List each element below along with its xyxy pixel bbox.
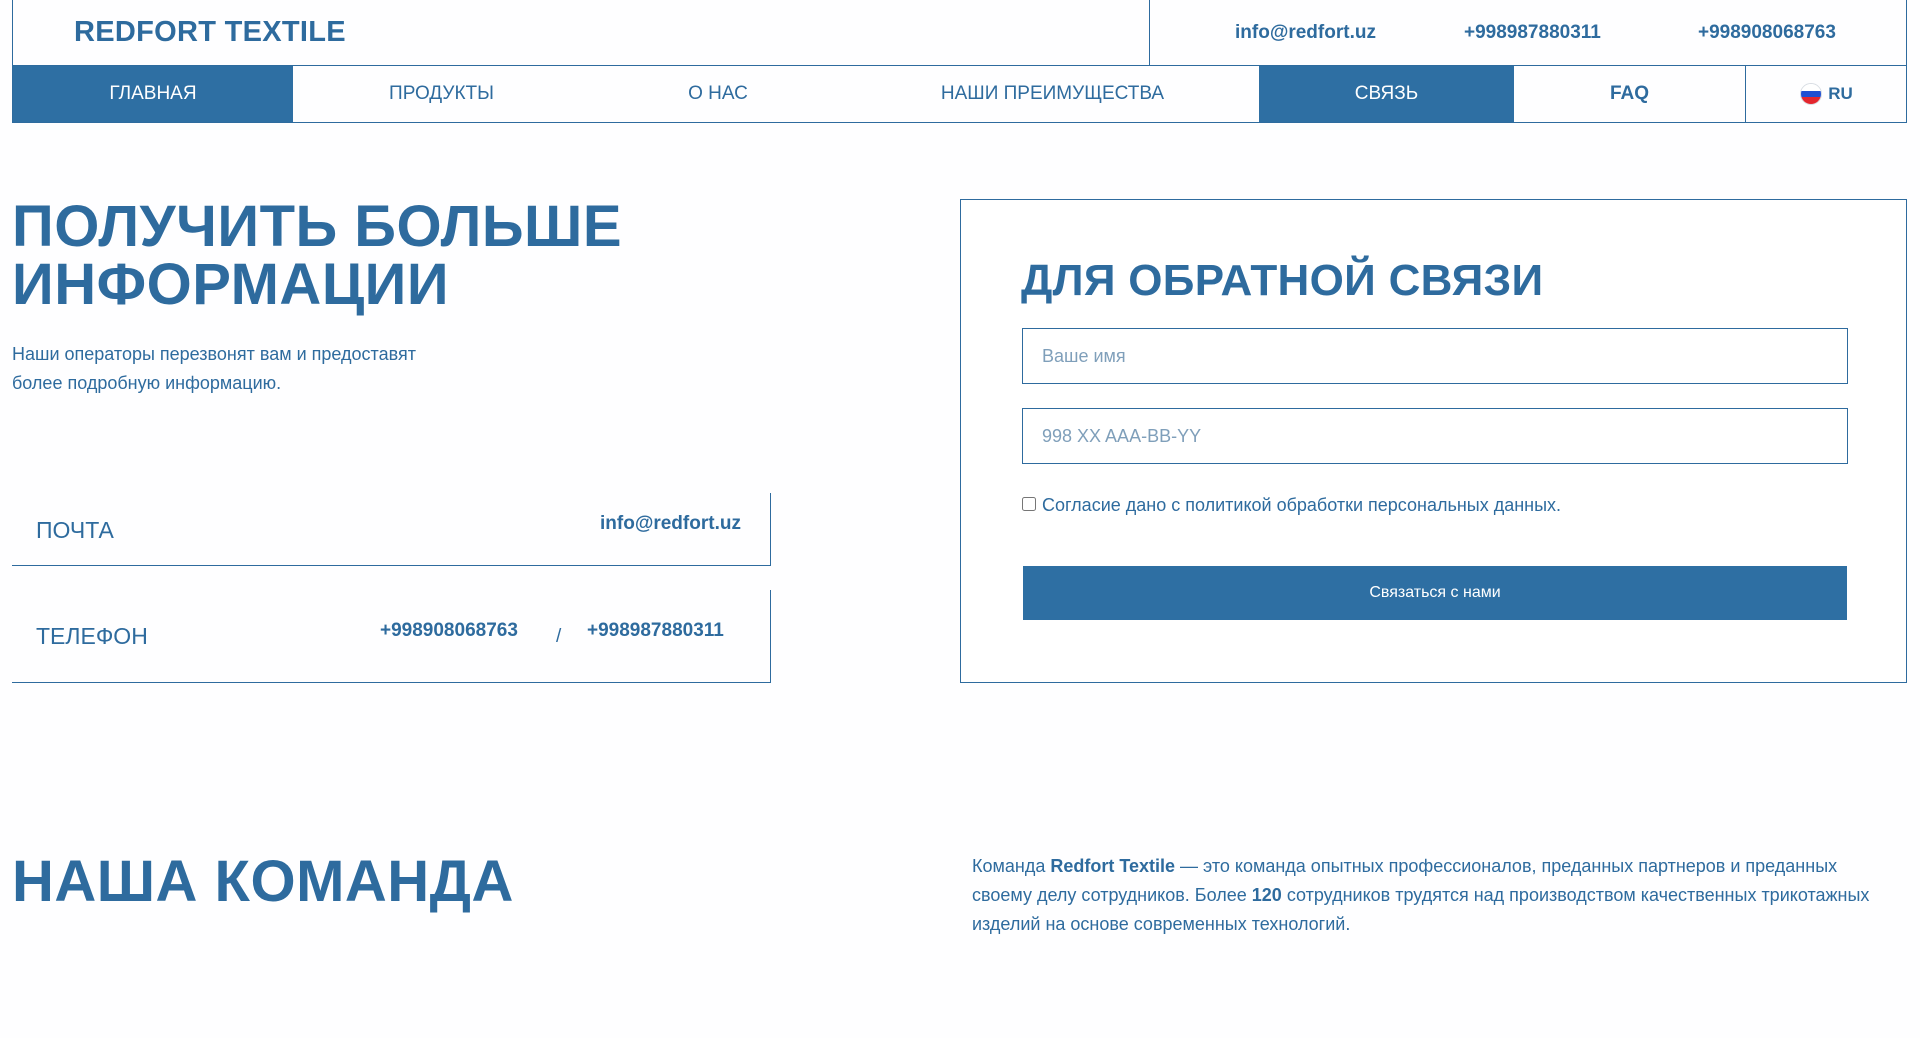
nav-item-contact[interactable]: СВЯЗЬ (1259, 66, 1514, 122)
header-phone-link-1[interactable]: +998987880311 (1464, 22, 1601, 43)
team-text-part-2: — это команда опытных профессионалов, преданных партнеров и преданных своему делу сотрудников. Более (972, 856, 1838, 905)
language-label: RU (1828, 84, 1853, 103)
info-subtitle-line-2: более подробную информацию. (12, 373, 282, 393)
submit-button[interactable]: Связаться с нами (1023, 566, 1847, 620)
top-header (12, 0, 1907, 66)
mail-row (12, 493, 771, 566)
team-title: НАША КОМАНДА (12, 849, 514, 914)
phone-row (12, 590, 771, 683)
phone-link-1[interactable]: +998908068763 (380, 620, 518, 641)
main-nav (12, 66, 1907, 123)
nav-item-faq[interactable]: FAQ (1609, 83, 1650, 104)
mail-label: ПОЧТА (36, 517, 114, 543)
form-title: ДЛЯ ОБРАТНОЙ СВЯЗИ (1021, 256, 1544, 305)
phone-input[interactable] (1022, 408, 1848, 464)
info-subtitle (12, 340, 482, 398)
phone-separator: / (556, 626, 562, 647)
team-text-part-1: Команда (972, 856, 1051, 876)
mail-link[interactable]: info@redfort.uz (600, 513, 741, 534)
header-email-link[interactable]: info@redfort.uz (1235, 22, 1376, 43)
russia-flag-icon (1800, 83, 1822, 105)
info-title-line-2: ИНФОРМАЦИИ (12, 252, 450, 317)
phone-label: ТЕЛЕФОН (36, 623, 148, 649)
team-text-part-3: сотрудников трудятся над производством качественных трикотажных изделий на основе современных технологий. (972, 885, 1870, 934)
team-text-brand: Redfort Textile (1050, 856, 1176, 876)
info-subtitle-line-1: Наши операторы перезвонят вам и предоставят (12, 344, 416, 364)
info-title-line-1: ПОЛУЧИТЬ БОЛЬШЕ (12, 194, 623, 259)
nav-item-about[interactable]: О НАС (688, 83, 748, 104)
nav-item-advantages[interactable]: НАШИ ПРЕИМУЩЕСТВА (940, 83, 1165, 104)
info-title (12, 194, 623, 317)
consent-row (1022, 495, 1561, 516)
header-phone-link-2[interactable]: +998908068763 (1698, 22, 1836, 43)
language-switcher[interactable] (1745, 66, 1907, 122)
brand-logo[interactable]: REDFORT TEXTILE (74, 16, 346, 48)
nav-item-home[interactable]: ГЛАВНАЯ (13, 66, 293, 122)
header-contacts (1149, 0, 1908, 66)
name-input[interactable] (1022, 328, 1848, 384)
phone-link-2[interactable]: +998987880311 (587, 620, 724, 641)
consent-checkbox[interactable] (1022, 497, 1036, 511)
consent-label: Согласие дано с политикой обработки персональных данных. (1042, 495, 1562, 515)
nav-item-products[interactable]: ПРОДУКТЫ (389, 83, 494, 104)
feedback-form (960, 199, 1907, 683)
team-description (972, 852, 1902, 939)
team-text-count: 120 (1251, 885, 1282, 905)
